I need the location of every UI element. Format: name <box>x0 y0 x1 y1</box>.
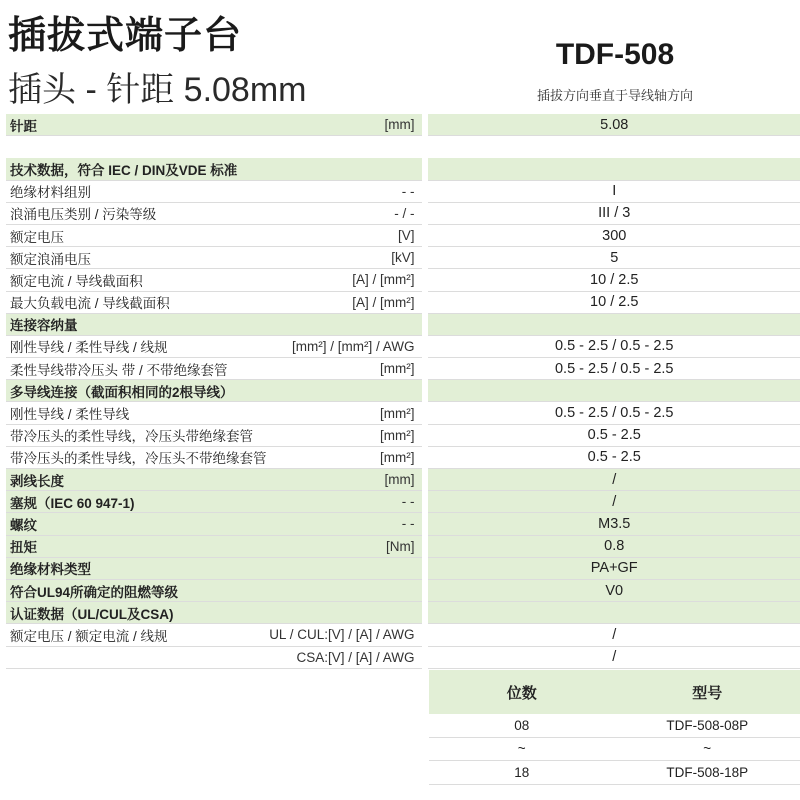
page-title: 插拔式端子台 <box>8 15 243 57</box>
spec-value: 0.5 - 2.5 <box>428 425 800 447</box>
parts-model: TDF-508-18P <box>666 764 749 780</box>
spec-value: 5 <box>428 247 800 269</box>
model-note: 插拔方向垂直于导线轴方向 <box>536 88 693 103</box>
spec-label-cell <box>6 513 422 535</box>
spec-label-cell <box>6 602 422 624</box>
spec-value <box>428 314 800 336</box>
spec-value: PA+GF <box>428 558 800 580</box>
spec-row <box>0 292 800 314</box>
model-name: TDF-508 <box>555 38 675 71</box>
spec-unit: - / - <box>394 205 415 221</box>
spec-label-cell <box>6 181 422 203</box>
spec-label-cell <box>6 114 422 136</box>
spec-row <box>0 314 800 336</box>
spec-label: 塞规（IEC 60 947-1) <box>10 495 135 511</box>
spec-label: 扭矩 <box>10 540 37 556</box>
spec-value: 300 <box>428 225 800 247</box>
spec-label-cell <box>6 425 422 447</box>
spec-value: V0 <box>428 580 800 602</box>
parts-positions: 18 <box>514 764 530 780</box>
spec-label: 连接容纳量 <box>10 318 78 334</box>
spec-value: 0.5 - 2.5 / 0.5 - 2.5 <box>428 336 800 358</box>
spec-unit: - - <box>401 183 415 199</box>
spec-label-cell <box>6 247 422 269</box>
spec-unit: [V] <box>397 228 415 244</box>
parts-table-header <box>429 670 800 714</box>
page-subtitle: 插头 - 针距 5.08mm <box>8 71 307 109</box>
spec-unit: [mm] <box>384 117 415 133</box>
spec-unit: CSA:[V] / [A] / AWG <box>296 649 415 665</box>
spec-row <box>0 425 800 447</box>
spec-label-cell <box>6 336 422 358</box>
spec-label-cell <box>6 314 422 336</box>
spec-label-cell <box>6 469 422 491</box>
spec-unit: [mm²] <box>379 449 415 465</box>
parts-row <box>429 714 800 738</box>
spec-label-cell <box>6 269 422 291</box>
spec-row <box>0 602 800 624</box>
parts-row <box>429 738 800 762</box>
spec-row <box>0 247 800 269</box>
spec-label: 带冷压头的柔性导线，冷压头带绝缘套管 <box>10 429 253 445</box>
spec-row <box>0 402 800 424</box>
spec-label-cell <box>6 358 422 380</box>
spec-unit: [A] / [mm²] <box>352 294 415 310</box>
spec-unit: [mm²] / [mm²] / AWG <box>292 338 415 354</box>
spec-value: / <box>428 647 800 669</box>
spec-row <box>0 358 800 380</box>
spec-label: 刚性导线 / 柔性导线 / 线规 <box>10 340 168 356</box>
spec-value: / <box>428 469 800 491</box>
spec-label: 额定浪涌电压 <box>10 251 91 267</box>
spec-value: 0.5 - 2.5 / 0.5 - 2.5 <box>428 402 800 424</box>
spec-label-cell <box>6 158 422 180</box>
spec-row <box>0 269 800 291</box>
spec-unit: [mm²] <box>379 405 415 421</box>
spec-label: 额定电流 / 导线截面积 <box>10 273 143 289</box>
spec-row <box>0 558 800 580</box>
spec-label: 针距 <box>10 118 37 134</box>
spec-label-cell <box>6 136 422 158</box>
spec-label-cell <box>6 580 422 602</box>
spec-unit: [A] / [mm²] <box>352 272 415 288</box>
spec-value: I <box>428 181 800 203</box>
spec-label-cell <box>6 402 422 424</box>
spec-label-cell <box>6 380 422 402</box>
spec-label: 多导线连接（截面积相同的2根导线） <box>10 384 234 400</box>
spec-label-cell <box>6 225 422 247</box>
spec-label: 认证数据（UL/CUL及CSA) <box>10 606 174 622</box>
spec-value: / <box>428 624 800 646</box>
spec-label: 柔性导线带冷压头 带 / 不带绝缘套管 <box>10 362 228 378</box>
spec-label-cell <box>6 447 422 469</box>
spec-value <box>428 380 800 402</box>
parts-table <box>429 670 800 785</box>
spec-row <box>0 336 800 358</box>
spec-value: 5.08 <box>428 114 800 136</box>
spec-value: III / 3 <box>428 203 800 225</box>
col-model-header: 型号 <box>692 684 723 702</box>
parts-model: TDF-508-08P <box>666 717 749 733</box>
spec-label: 符合UL94所确定的阻燃等级 <box>10 584 179 600</box>
spec-row <box>0 114 800 136</box>
spec-row <box>0 469 800 491</box>
spec-label-cell <box>6 558 422 580</box>
col-positions-header: 位数 <box>506 684 537 702</box>
spec-label: 技术数据，符合 IEC / DIN及VDE 标准 <box>10 162 238 178</box>
spec-value: / <box>428 491 800 513</box>
spec-row <box>0 624 800 646</box>
spec-row <box>0 203 800 225</box>
spec-unit: [mm] <box>384 472 415 488</box>
spec-label-cell <box>6 624 422 646</box>
spec-row <box>0 158 800 180</box>
spec-value: M3.5 <box>428 513 800 535</box>
spec-label: 额定电压 / 额定电流 / 线规 <box>10 628 168 644</box>
spec-label: 最大负载电流 / 导线截面积 <box>10 296 170 312</box>
spec-value: 0.8 <box>428 536 800 558</box>
spec-label: 带冷压头的柔性导线，冷压头不带绝缘套管 <box>10 451 267 467</box>
spec-label: 剥线长度 <box>10 473 64 489</box>
spec-row <box>0 536 800 558</box>
spec-label: 螺纹 <box>10 517 37 533</box>
spec-row <box>0 225 800 247</box>
spec-unit: - - <box>401 516 415 532</box>
spec-row <box>0 380 800 402</box>
parts-row <box>429 761 800 785</box>
spec-row <box>0 181 800 203</box>
spec-label-cell <box>6 647 422 669</box>
parts-positions: ~ <box>517 741 526 757</box>
spec-row <box>0 580 800 602</box>
spec-label: 额定电压 <box>10 229 64 245</box>
spec-unit: [mm²] <box>379 361 415 377</box>
spec-unit: - - <box>401 494 415 510</box>
spec-row <box>0 513 800 535</box>
spec-value: 10 / 2.5 <box>428 292 800 314</box>
parts-positions: 08 <box>514 717 530 733</box>
spec-label-cell <box>6 536 422 558</box>
spec-label-cell <box>6 292 422 314</box>
spec-row <box>0 136 800 158</box>
spec-value: 10 / 2.5 <box>428 269 800 291</box>
spec-table <box>0 114 800 669</box>
spec-unit: UL / CUL:[V] / [A] / AWG <box>269 627 415 643</box>
spec-row <box>0 647 800 669</box>
spec-label-cell <box>6 203 422 225</box>
parts-model: ~ <box>703 741 712 757</box>
spec-label-cell <box>6 491 422 513</box>
spec-row <box>0 491 800 513</box>
spec-label: 绝缘材料组别 <box>10 185 91 201</box>
spec-value <box>428 158 800 180</box>
spec-unit: [kV] <box>391 250 415 266</box>
spec-label: 绝缘材料类型 <box>10 562 91 578</box>
spec-value <box>428 136 800 158</box>
spec-label: 刚性导线 / 柔性导线 <box>10 407 130 423</box>
spec-value: 0.5 - 2.5 / 0.5 - 2.5 <box>428 358 800 380</box>
spec-unit: [mm²] <box>379 427 415 443</box>
spec-label: 浪涌电压类别 / 污染等级 <box>10 207 157 223</box>
spec-value <box>428 602 800 624</box>
spec-unit: [Nm] <box>385 538 415 554</box>
spec-value: 0.5 - 2.5 <box>428 447 800 469</box>
spec-row <box>0 447 800 469</box>
